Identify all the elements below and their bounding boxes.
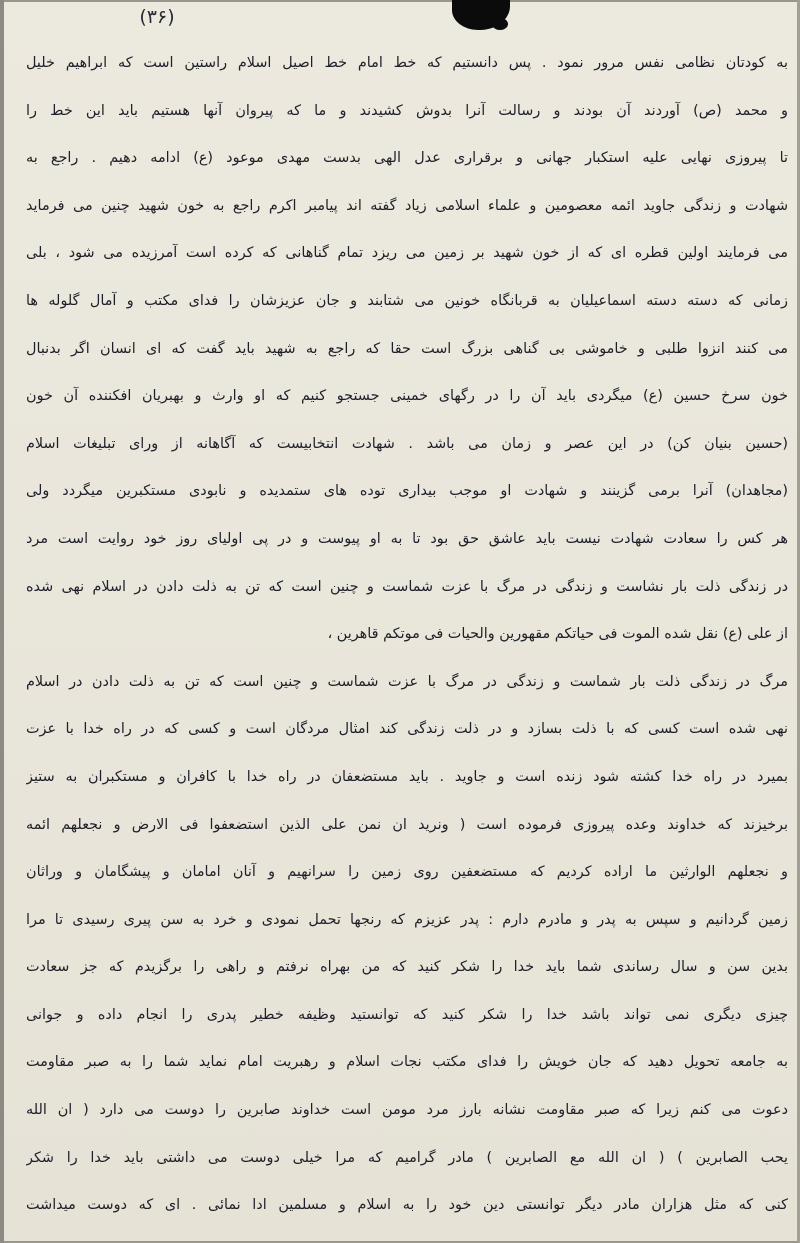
ink-drip	[492, 18, 508, 30]
text-line: نهی شده است کسی که با ذلت بسازد و در ذلت زندگی کند امثال مردگان است و کسی که در راه خدا با عزت	[26, 721, 788, 738]
text-line: کنی که مثل هزاران مادر دیگر توانستی دین خود را به اسلام و مسلمین ادا نمائی . ای که دوست میداشت	[26, 1197, 788, 1214]
text-line: زمانی که دسته دسته اسماعیلیان به قربانگاه خونین می شتابند و جان عزیزشان را فدای مکتب و آمال گلوله ها	[26, 292, 788, 309]
text-line: می فرمایند اولین قطره ای که از خون شهید بر زمین می ریزد تمام گناهانی که کرده است آمرزیده می شود ، بلی	[26, 245, 788, 262]
text-line: و نجعلهم الوارثین ما اراده کردیم که مستضعفین روی زمین را سرانهیم و آنان امامان و پیشگامان و وراثان	[26, 864, 788, 881]
text-line: (مجاهدان) آنرا برمی گزینند و شهادت او موجب بیداری توده های ستمدیده و نابودی مستکبرین میگردد ولی	[26, 483, 788, 500]
text-line: (حسین بنیان کن) در این عصر و زمان می باشد . شهادت انتخابیست که آگاهانه از ورای تبلیغات اسلام	[26, 435, 788, 452]
text-line: تا پیروزی نهایی علیه استکبار جهانی و برقراری عدل الهی بدست مهدی موعود (ع) ادامه دهیم . راجع به	[26, 150, 788, 167]
handwritten-text-block	[26, 40, 788, 1230]
text-line: می کنند انزوا طلبی و خاموشی بی گناهی بزرگ است حقا که راجع به شهید باید گفت که ای انسان اگر بدنبال	[26, 340, 788, 357]
text-line: چیزی دیگری نمی تواند باشد خدا را شکر کنید که توانستید وظیفه خطیر پدری را انجام داده و جوانی	[26, 1006, 788, 1023]
text-line: خون سرخ حسین (ع) میگردی باید آن را در رگهای خمینی جستجو کنیم که او وارث و بهبریان افکننده آن خون	[26, 388, 788, 405]
text-line: بمیرد در راه خدا کشته شود زنده است و جاوید . باید مستضعفان در راه خدا با کافران و مستکبران به ستیز	[26, 768, 788, 785]
text-line: بدین سن و سال رساندی شما باید خدا را شکر کنید که من بهراه نرفتم و راهی را برگزیدم که جز سعادت	[26, 959, 788, 976]
page-number: (۳۶)	[139, 6, 175, 28]
text-line: مرگ در زندگی ذلت بار شماست و زندگی در مرگ با عزت شماست و چنین است که تن به ذلت دادن در اسلام	[26, 673, 788, 690]
text-line: یحب الصابرین ) ( ان الله مع الصابرین ) مادر گرامیم که مرا خیلی دوست می داشتی باید خدا را شکر	[26, 1149, 788, 1166]
text-line: برخیزند که خداوند وعده پیروزی فرموده است ( ونرید ان نمن علی الذین استضعفوا فی الارض و نجعلهم ائمه	[26, 816, 788, 833]
text-line: از علی (ع) نقل شده الموت فی حیاتکم مقهورین والحیات فی موتکم قاهرین ،	[327, 626, 788, 643]
page-edge-left	[0, 0, 4, 1243]
text-line: و محمد (ص) آوردند آن بودند و رسالت آنرا بدوش کشیدند و ما که پیروان آنها هستیم باید این خط را	[26, 102, 788, 119]
text-line: در زندگی ذلت بار نشاست و زندگی در مرگ با عزت شماست و چنین است که تن به ذلت دادن در اسلام نهی شده	[26, 578, 788, 595]
text-line: شهادت و زندگی جاوید ائمه معصومین و علماء اسلامی زیاد گفته اند پیامبر اکرم راجع به خون شهید چنین می فرماید	[26, 197, 788, 214]
text-line: هر کس را سعادت شهادت نیست باید عاشق حق بود تا به او پیوست و در پی اولیای روز خود روایت است مرد	[26, 530, 788, 547]
text-line: دعوت می کنم زیرا که صبر مقاومت نشانه بارز مرد مومن است خداوند صابرین را دوست می دارد ( ان الله	[26, 1102, 788, 1119]
text-line: زمین گردانیم و سپس به پدر و مادرم دارم : پدر عزیزم که رنجها تحمل نمودی و خرد به سن پیری رسیدی تا مرا	[26, 911, 788, 928]
text-line: به کودتان نظامی نفس مرور نمود . پس دانستیم که خط امام خط اصیل اسلام راستین است که ابراهیم خلیل	[26, 55, 788, 71]
text-line: به جامعه تحویل دهید که جان خویش را فدای مکتب نجات اسلام و رهبریت امام نماید شما را به صبر مقاومت	[26, 1054, 788, 1071]
